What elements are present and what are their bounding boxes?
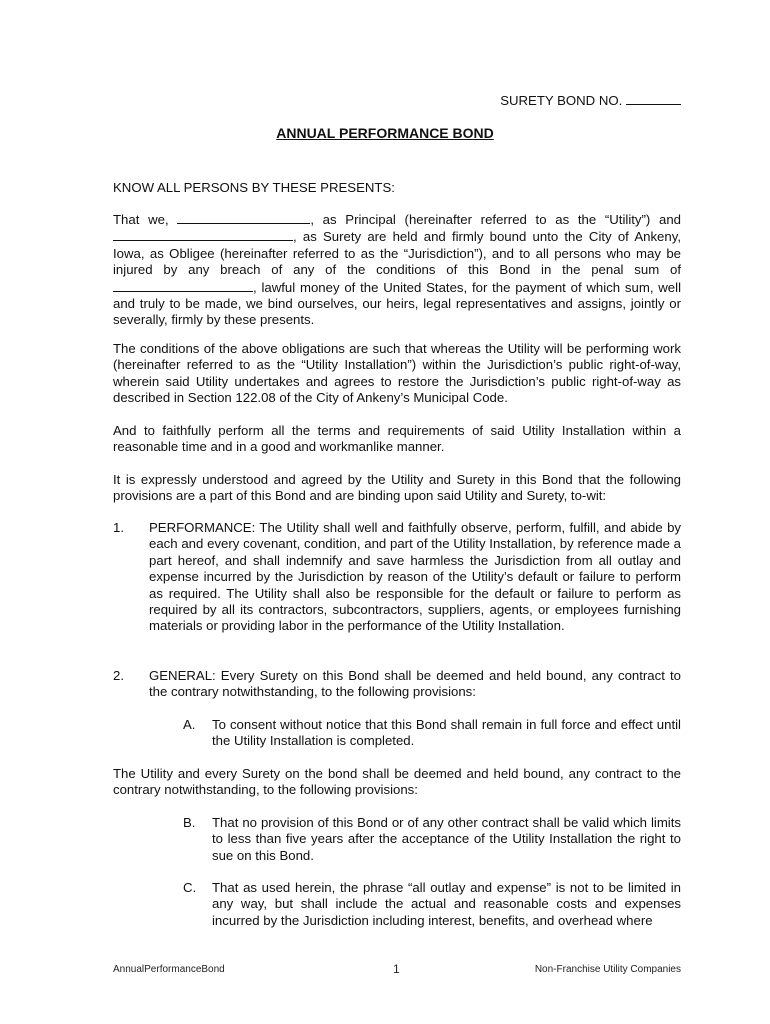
intro-line: KNOW ALL PERSONS BY THESE PRESENTS:: [113, 180, 395, 195]
subprovision-text: That no provision of this Bond or of any other contract shall be valid which limits to less than five years after the acceptance of the Utility Installation the right to sue on this Bond.: [212, 815, 681, 863]
provision-text: PERFORMANCE: The Utility shall well and faithfully observe, perform, fulfill, and abide by each and every covenant, condition, and part of the Utility Installation, by reference made a part hereof, and shall indemnify and save harmless the Jurisdiction from all outlay and expense incurred by the Jurisdiction by reason of the Utility’s default or failure to perform as required. The Utility shall also be responsible for the default or failure to perform as required by all its contractors, subcontractors, suppliers, agents, or employees furnishing materials or providing labor in the performance of the Utility Installation.: [149, 520, 681, 634]
provision-text: GENERAL: Every Surety on this Bond shall be deemed and held bound, any contract to the contrary notwithstanding, to the following provisions:: [149, 668, 681, 700]
parties-paragraph: [113, 211, 681, 329]
footer-document-name: AnnualPerformanceBond: [113, 964, 225, 975]
performance-provision: [113, 520, 681, 635]
subprovision-text: To consent without notice that this Bond shall remain in full force and effect until the Utility Installation is completed.: [212, 717, 681, 749]
principal-name-blank[interactable]: [177, 211, 310, 224]
provisions-paragraph: It is expressly understood and agreed by the Utility and Surety in this Bond that the following provisions are a part of this Bond and are binding upon said Utility and Surety, to-wit:: [113, 472, 681, 504]
surety-bond-number-blank[interactable]: [626, 92, 681, 105]
subprovision-text: That as used herein, the phrase “all outlay and expense” is not to be limited in any way, but shall include the actual and reasonable costs and expenses incurred by the Jurisdiction including interest, benefits, and overhead where: [212, 880, 681, 928]
provision-number: 2.: [113, 668, 124, 683]
surety-bond-number-label: SURETY BOND NO.: [500, 93, 623, 108]
surety-name-blank[interactable]: [113, 228, 293, 241]
subprovision-letter: C.: [183, 880, 197, 895]
footer-page-number: 1: [393, 962, 400, 976]
parties-text-d: , lawful money of the United States, for the payment of which sum, well and truly to be made, we bind ourselves, our heirs, legal representatives and assigns, jointly or severally, firmly by these presents.: [113, 279, 681, 328]
parties-text-c: , as Surety are held and firmly bound unto the City of Ankeny, Iowa, as Obligee (hereinafter referred to as the “Jurisdiction”), and to all persons who may be injured by any breach of any of the conditions of this Bond in the penal sum of: [113, 229, 681, 278]
document-title: ANNUAL PERFORMANCE BOND: [276, 125, 494, 141]
subprovision-b: [183, 815, 681, 864]
subprovision-c: [183, 880, 681, 929]
provision-number: 1.: [113, 520, 124, 535]
subprovision-letter: B.: [183, 815, 196, 830]
subprovision-a: [183, 717, 681, 750]
utility-surety-paragraph: The Utility and every Surety on the bond shall be deemed and held bound, any contract to the contrary notwithstanding, to the following provisions:: [113, 766, 681, 798]
parties-text-b: , as Principal (hereinafter referred to as the “Utility”) and: [310, 212, 681, 227]
penal-sum-blank[interactable]: [113, 279, 253, 292]
subprovision-letter: A.: [183, 717, 196, 732]
general-provision: [113, 668, 681, 701]
footer-category: Non-Franchise Utility Companies: [534, 964, 681, 975]
surety-bond-number: [500, 92, 681, 109]
conditions-paragraph: The conditions of the above obligations are such that whereas the Utility will be performing work (hereinafter referred to as the “Utility Installation”) within the Jurisdiction’s public right-of-way, wherein said Utility undertakes and agrees to restore the Jurisdiction’s public right-of-way as described in Section 122.08 of the City of Ankeny’s Municipal Code.: [113, 341, 681, 406]
parties-text-a: That we,: [113, 212, 169, 227]
perform-paragraph: And to faithfully perform all the terms and requirements of said Utility Installation within a reasonable time and in a good and workmanlike manner.: [113, 423, 681, 455]
